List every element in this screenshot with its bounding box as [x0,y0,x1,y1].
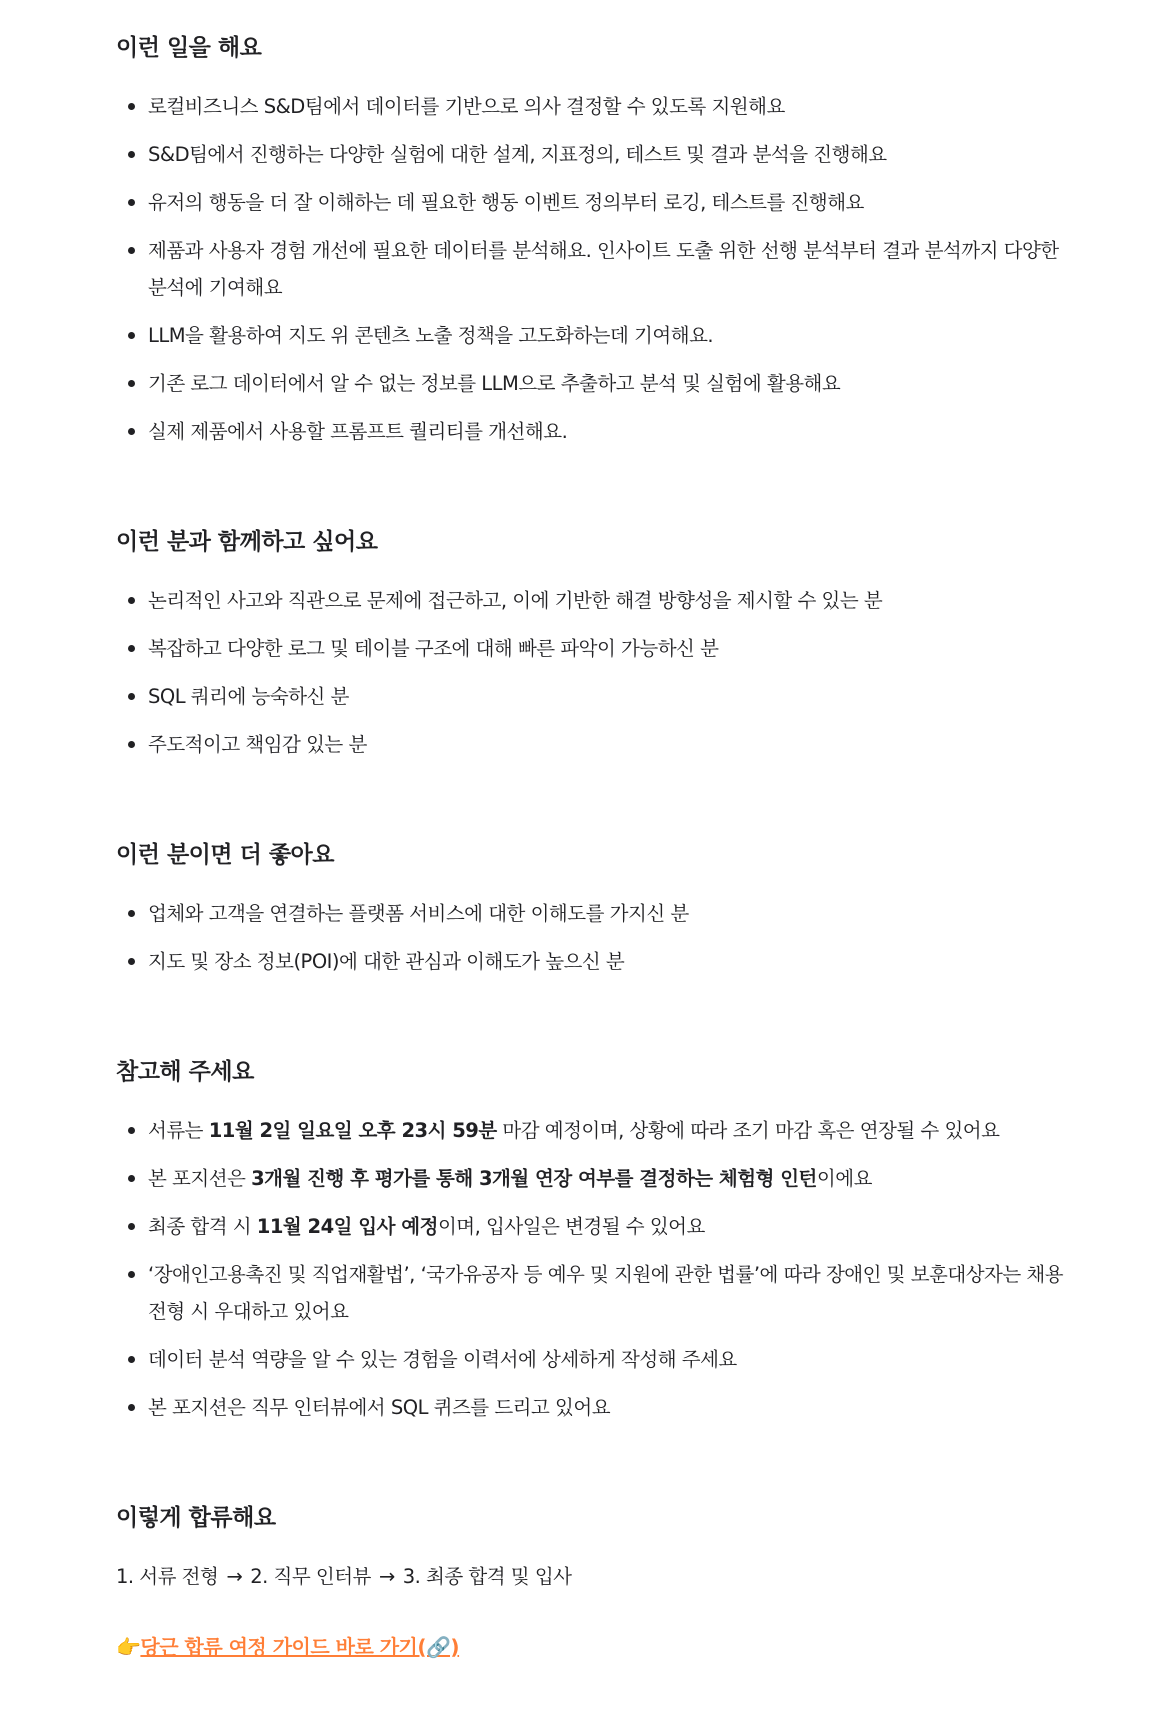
section-title: 이런 분이면 더 좋아요 [116,842,334,868]
notes-list [116,1112,1066,1426]
list-item: 업체와 고객을 연결하는 플랫폼 서비스에 대한 이해도를 가지신 분 [116,895,1066,932]
note-text: 이에요 [816,1167,872,1190]
guide-link-row [116,1629,1066,1665]
note-text: 이며, 입사일은 변경될 수 있어요 [437,1215,705,1238]
section-title: 참고해 주세요 [116,1059,254,1085]
list-item: S&D팀에서 진행하는 다양한 실험에 대한 설계, 지표정의, 테스트 및 결과 분석을 진행해요 [116,136,1066,173]
job-description [116,28,1066,1665]
preferred-list [116,895,1066,980]
list-item [116,1112,1066,1149]
deadline-bold: 11월 2일 일요일 오후 23시 59분 [208,1119,497,1142]
section-title: 이런 분과 함께하고 싶어요 [116,529,378,555]
step-1: 1. 서류 전형 [116,1565,219,1588]
list-item: 실제 제품에서 사용할 프롬프트 퀄리티를 개선해요. [116,413,1066,450]
responsibilities-list [116,88,1066,450]
intern-type-bold: 3개월 진행 후 평가를 통해 3개월 연장 여부를 결정하는 체험형 인턴 [251,1167,817,1190]
step-3: 3. 최종 합격 및 입사 [402,1565,572,1588]
start-date-bold: 11월 24일 입사 예정 [256,1215,438,1238]
section-notes [116,1052,1066,1426]
list-item [116,1160,1066,1197]
section-title: 이런 일을 해요 [116,35,262,61]
list-item: LLM을 활용하여 지도 위 콘텐츠 노출 정책을 고도화하는데 기여해요. [116,317,1066,354]
requirements-list [116,582,1066,763]
list-item: 주도적이고 책임감 있는 분 [116,726,1066,763]
note-text: 본 포지션은 [148,1167,252,1190]
note-text: 마감 예정이며, 상황에 따라 조기 마감 혹은 연장될 수 있어요 [496,1119,1000,1142]
hiring-steps [116,1558,1066,1595]
section-requirements [116,522,1066,763]
list-item [116,1208,1066,1245]
section-title: 이렇게 합류해요 [116,1505,276,1531]
list-item: 복잡하고 다양한 로그 및 테이블 구조에 대해 빠른 파악이 가능하신 분 [116,630,1066,667]
list-item: 본 포지션은 직무 인터뷰에서 SQL 퀴즈를 드리고 있어요 [116,1389,1066,1426]
section-process [116,1498,1066,1665]
list-item: SQL 쿼리에 능숙하신 분 [116,678,1066,715]
list-item: 유저의 행동을 더 잘 이해하는 데 필요한 행동 이벤트 정의부터 로깅, 테스트를 진행해요 [116,184,1066,221]
list-item: 데이터 분석 역량을 알 수 있는 경험을 이력서에 상세하게 작성해 주세요 [116,1341,1066,1378]
list-item: ‘장애인고용촉진 및 직업재활법’, ‘국가유공자 등 예우 및 지원에 관한 법률’에 따라 장애인 및 보훈대상자는 채용 전형 시 우대하고 있어요 [116,1256,1066,1330]
guide-link[interactable]: 당근 합류 여정 가이드 바로 가기(🔗) [140,1635,460,1659]
note-text: 최종 합격 시 [148,1215,257,1238]
section-preferred [116,835,1066,980]
list-item: 제품과 사용자 경험 개선에 필요한 데이터를 분석해요. 인사이트 도출 위한 선행 분석부터 결과 분석까지 다양한 분석에 기여해요 [116,232,1066,306]
step-2: 2. 직무 인터뷰 [250,1565,371,1588]
list-item: 기존 로그 데이터에서 알 수 없는 정보를 LLM으로 추출하고 분석 및 실험에 활용해요 [116,365,1066,402]
arrow-right-icon: → [378,1565,395,1588]
list-item: 논리적인 사고와 직관으로 문제에 접근하고, 이에 기반한 해결 방향성을 제시할 수 있는 분 [116,582,1066,619]
list-item: 로컬비즈니스 S&D팀에서 데이터를 기반으로 의사 결정할 수 있도록 지원해요 [116,88,1066,125]
section-responsibilities [116,28,1066,450]
arrow-right-icon: → [226,1565,243,1588]
list-item: 지도 및 장소 정보(POI)에 대한 관심과 이해도가 높으신 분 [116,943,1066,980]
note-text: 서류는 [148,1119,209,1142]
pointing-hand-icon: 👉 [116,1635,141,1659]
